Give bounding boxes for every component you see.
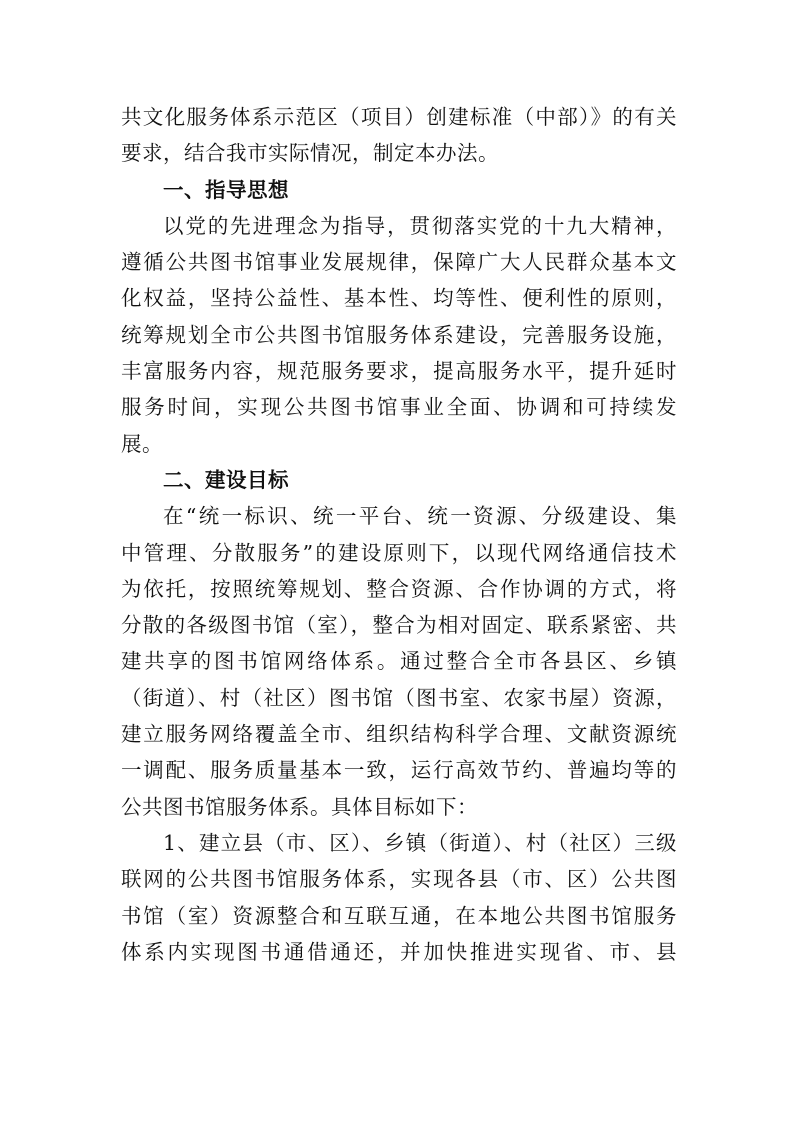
section-2-p1-line-4: 分散的各级图书馆（室），整合为相对固定、联系紧密、共 [121, 613, 677, 638]
section-1-line-3: 化权益，坚持公益性、基本性、均等性、便利性的原则， [121, 286, 677, 311]
section-2-p1-line-6: （街道）、村（社区）图书馆（图书室、农家书屋）资源， [121, 685, 677, 710]
section-2-p1-line-3: 为依托，按照统筹规划、整合资源、合作协调的方式，将 [121, 576, 677, 601]
intro-line-2: 要求，结合我市实际情况，制定本办法。 [121, 141, 499, 166]
section-1-line-2: 遵循公共图书馆事业发展规律，保障广大人民群众基本文 [121, 250, 677, 275]
section-2-p1-line-8: 一调配、服务质量基本一致，运行高效节约、普遍均等的 [121, 758, 677, 783]
section-2-p2-line-4: 体系内实现图书通借通还，并加快推进实现省、市、县 [121, 939, 677, 964]
section-2-p2-line-1: 1、建立县（市、区）、乡镇（街道）、村（社区）三级 [163, 830, 677, 855]
section-1-line-1: 以党的先进理念为指导，贯彻落实党的十九大精神， [163, 213, 677, 238]
section-1-line-4: 统筹规划全市公共图书馆服务体系建设，完善服务设施， [121, 322, 677, 347]
section-2-p2-line-3: 书馆（室）资源整合和互联互通，在本地公共图书馆服务 [121, 903, 677, 928]
section-1-line-6: 服务时间，实现公共图书馆事业全面、协调和可持续发 [121, 395, 677, 420]
section-2-p1-line-5: 建共享的图书馆网络体系。通过整合全市各县区、乡镇 [121, 649, 677, 674]
section-2-p1-line-2: 中管理、分散服务”的建设原则下，以现代网络通信技术 [121, 540, 677, 565]
section-1-line-5: 丰富服务内容，规范服务要求，提高服务水平，提升延时 [121, 359, 677, 384]
section-2-p1-line-1: 在“统一标识、统一平台、统一资源、分级建设、集 [163, 504, 677, 529]
section-1-heading: 一、指导思想 [163, 177, 289, 202]
section-2-p2-line-2: 联网的公共图书馆服务体系，实现各县（市、区）公共图 [121, 867, 677, 892]
section-2-p1-line-7: 建立服务网络覆盖全市、组织结构科学合理、文献资源统 [121, 722, 677, 747]
section-2-p1-line-9: 公共图书馆服务体系。具体目标如下： [121, 794, 478, 819]
section-2-heading: 二、建设目标 [163, 467, 289, 492]
section-1-line-7: 展。 [121, 431, 163, 456]
document-page [121, 99, 677, 970]
intro-line-1: 共文化服务体系示范区（项目）创建标准（中部）》的有关 [121, 105, 677, 129]
